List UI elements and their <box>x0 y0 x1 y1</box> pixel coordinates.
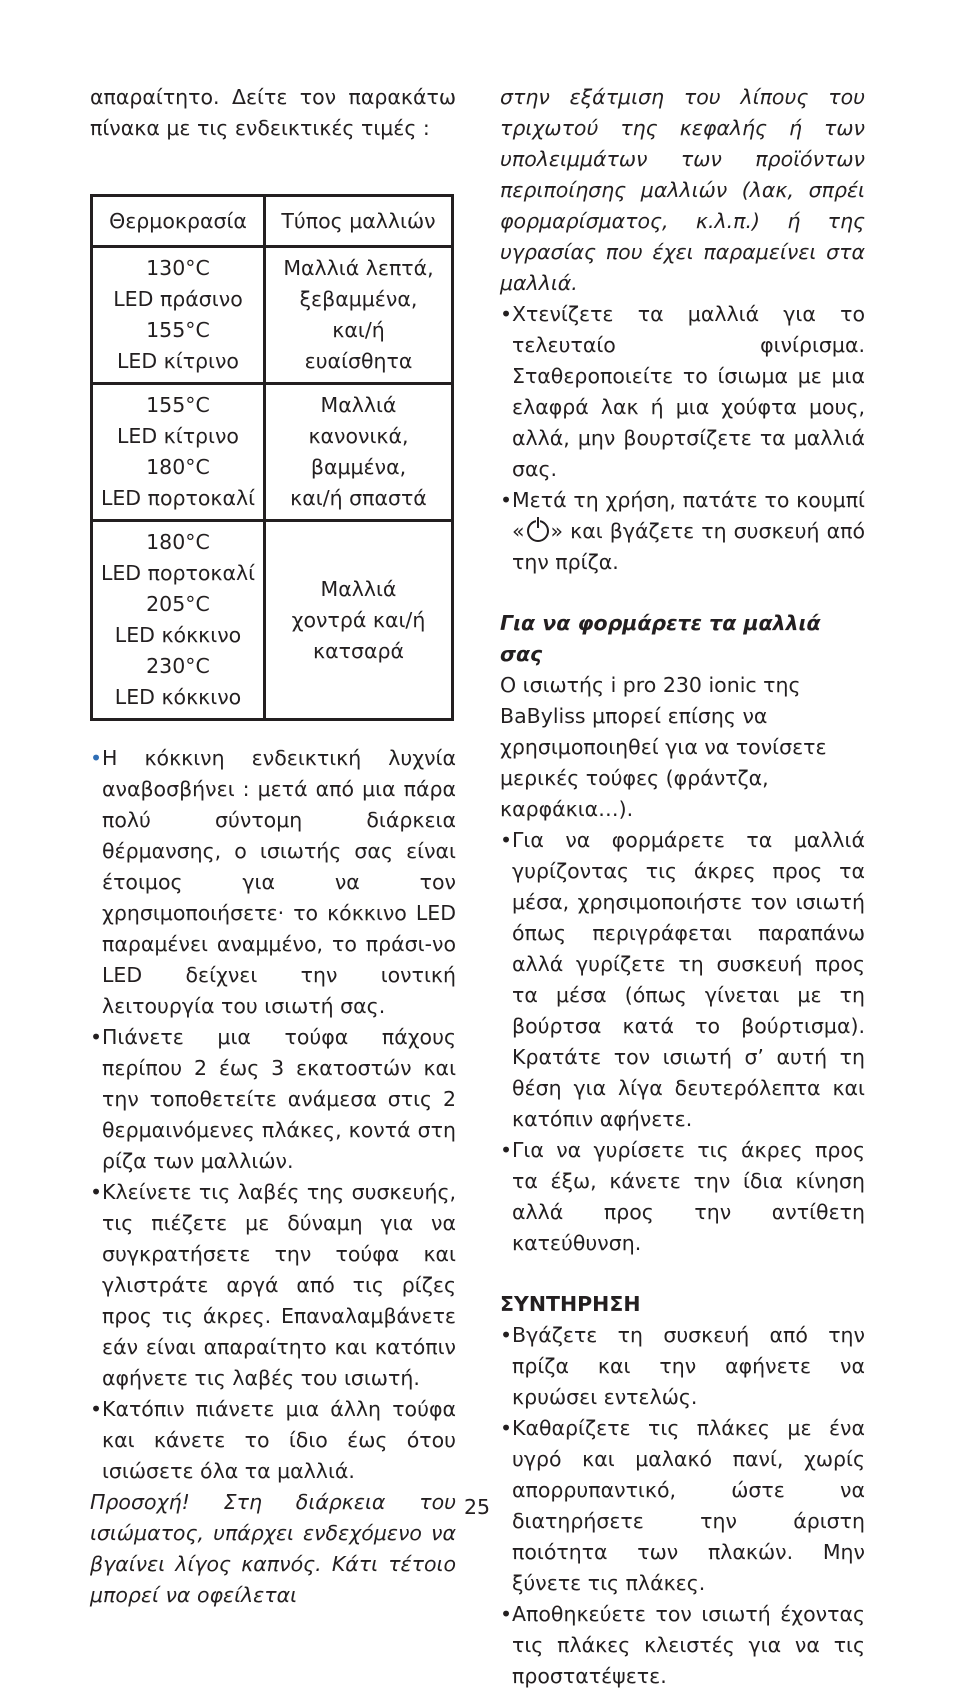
bullet-text-before: Μετά τη χρήση, πατάτε το κουμπί « <box>512 488 865 543</box>
hair-line: χοντρά και/ή <box>291 607 426 632</box>
list-item <box>500 1135 865 1259</box>
bullet-text: Χτενίζετε τα μαλλιά για το τελευταίο φινίρισμα. Σταθεροποιείτε το ίσιωμα με μια ελαφρά λακ ή μια χούφτα μους, αλλά, μην βουρτσίζετε τα μαλλιά σας. <box>512 302 865 481</box>
bullet-marker: • <box>500 828 513 852</box>
list-item <box>500 1320 865 1413</box>
temp-line: 230°C <box>146 654 210 678</box>
bullet-marker: • <box>90 1397 103 1421</box>
temp-line: LED πορτοκαλί <box>100 561 256 585</box>
bullet-marker: • <box>500 1138 513 1162</box>
hair-cell <box>265 384 453 521</box>
styling-bullet-list <box>500 825 865 1259</box>
bullet-text: Πιάνετε μια τούφα πάχους περίπου 2 έως 3 εκατοστών και την τοποθετείτε ανάμεσα στις 2 θερμαινόμενες πλάκες, κοντά στη ρίζα των μαλλιών. <box>102 1025 456 1173</box>
hair-line: κανονικά, <box>308 424 409 448</box>
page-number: 25 <box>463 1495 491 1519</box>
list-item <box>90 1022 456 1177</box>
list-item <box>500 1599 865 1692</box>
table-header-row <box>92 196 453 247</box>
bullet-marker: • <box>500 488 513 512</box>
bullet-text: Καθαρίζετε τις πλάκες με ένα υγρό και μαλακό πανί, χωρίς απορρυπαντικό, ώστε να διατηρήσετε την άριστη ποιότητα των πλακών. Μην ξύνετε τις πλάκες. <box>512 1416 865 1595</box>
temp-line: 180°C <box>146 530 210 554</box>
temp-line: 130°C <box>146 256 210 280</box>
hair-cell <box>265 521 453 720</box>
styling-paragraph: Ο ισιωτής i pro 230 ionic της BaByliss μπορεί επίσης να χρησιμοποιηθεί για να τονίσετε μερικές τούφες (φράντζα, καρφάκια…). <box>500 673 827 821</box>
header-hair-type: Τύπος μαλλιών <box>265 196 453 247</box>
bullet-marker: • <box>500 1416 513 1440</box>
temperature-table <box>90 194 454 721</box>
bullet-marker: • <box>90 746 103 770</box>
temp-line: LED κίτρινο <box>117 349 239 373</box>
list-item <box>500 485 865 578</box>
usage-bullet-list <box>90 743 456 1487</box>
header-temperature: Θερμοκρασία <box>92 196 265 247</box>
finishing-bullet-list <box>500 299 865 578</box>
bullet-text: Κατόπιν πιάνετε μια άλλη τούφα και κάνετε το ίδιο έως ότου ισιώσετε όλα τα μαλλιά. <box>102 1397 456 1483</box>
bullet-text: Η κόκκινη ενδεικτική λυχνία αναβοσβήνει : μετά από μια πάρα πολύ σύντομη διάρκεια θέρμανσης, ο ισιωτής σας είναι έτοιμος για να τον χρησιμοποιήσετε· το κόκκινο LED παραμένει αναμμένο, το πράσι-νο LED δείχνει την ιοντική λειτουργία του ισιωτή σας. <box>102 746 456 1018</box>
hair-line: και/ή <box>332 318 385 342</box>
table-row <box>92 521 453 720</box>
power-icon <box>527 520 549 542</box>
hair-line: Μαλλιά <box>320 576 397 601</box>
caution-paragraph: Προσοχή! Στη διάρκεια του ισιώματος, υπάρχει ενδεχόμενο να βγαίνει λίγος καπνός. Κάτι τέτοιο μπορεί να οφείλεται <box>90 1490 456 1607</box>
temp-line: LED κίτρινο <box>117 424 239 448</box>
hair-line: κατσαρά <box>313 638 404 663</box>
bullet-marker: • <box>500 1323 513 1347</box>
bullet-text: Αποθηκεύετε τον ισιωτή έχοντας τις πλάκες κλειστές για να τις προστατέψετε. <box>512 1602 865 1688</box>
list-item <box>90 743 456 1022</box>
temp-line: 205°C <box>146 592 210 616</box>
bullet-marker: • <box>90 1025 103 1049</box>
temp-cell <box>92 247 265 384</box>
hair-line: βαμμένα, <box>310 455 407 479</box>
styling-heading: Για να φορμάρετε τα μαλλιά σας <box>500 611 821 666</box>
bullet-marker: • <box>90 1180 103 1204</box>
left-column <box>90 82 456 1611</box>
temp-line: 155°C <box>146 393 210 417</box>
list-item <box>500 299 865 485</box>
list-item <box>90 1394 456 1487</box>
table-row <box>92 247 453 384</box>
table-row <box>92 384 453 521</box>
temp-line: LED κόκκινο <box>114 685 242 709</box>
bullet-text-after: » και βγάζετε τη συσκευή από την πρίζα. <box>512 519 865 574</box>
temp-cell <box>92 384 265 521</box>
bullet-marker: • <box>500 302 513 326</box>
temp-line: 155°C <box>146 318 210 342</box>
hair-line: ξεβαμμένα, <box>299 287 418 311</box>
right-column <box>500 82 865 1692</box>
hair-line: Μαλλιά <box>320 393 397 417</box>
hair-line: Μαλλιά λεπτά, <box>283 256 434 280</box>
bullet-text: Κλείνετε τις λαβές της συσκευής, τις πιέζετε με δύναμη για να συγκρατήσετε την τούφα και γλιστράτε αργά από τις ρίζες προς τις άκρες. Επαναλαμβάνετε εάν είναι απαραίτητο και κατόπιν αφήνετε τις λαβές του ισιωτή. <box>102 1180 456 1390</box>
temp-line: LED πράσινο <box>113 287 243 311</box>
list-item <box>500 825 865 1135</box>
hair-line: ευαίσθητα <box>304 349 413 373</box>
temp-line: 180°C <box>146 455 210 479</box>
bullet-text: Για να γυρίσετε τις άκρες προς τα έξω, κάνετε την ίδια κίνηση αλλά προς την αντίθετη κατεύθυνση. <box>512 1138 865 1255</box>
hair-line: και/ή σπαστά <box>290 486 427 510</box>
maintenance-heading: ΣΥΝΤΗΡΗΣΗ <box>500 1292 641 1316</box>
bullet-text: Βγάζετε τη συσκευή από την πρίζα και την αφήνετε να κρυώσει εντελώς. <box>512 1323 865 1409</box>
bullet-text: Για να φορμάρετε τα μαλλιά γυρίζοντας τις άκρες προς τα μέσα, χρησιμοποιήστε τον ισιωτή όπως περιγράφεται παραπάνω αλλά γυρίζετε τη συσκευή προς τα μέσα (όπως γίνεται με τη βούρτσα κατά το βούρτισμα). Κρατάτε τον ισιωτή σ’ αυτή τη θέση για λίγα δευτερόλεπτα και κατόπιν αφήνετε. <box>512 828 865 1131</box>
caution-continued: στην εξάτμιση του λίπους του τριχωτού της κεφαλής ή των υπολειμμάτων των προϊόντων περιποίησης μαλλιών (λακ, σπρέι φορμαρίσματος, κ.λ.π.) ή της υγρασίας που έχει παραμείνει στα μαλλιά. <box>500 85 865 295</box>
bullet-marker: • <box>500 1602 513 1626</box>
list-item <box>90 1177 456 1394</box>
temp-line: LED κόκκινο <box>114 623 242 647</box>
intro-paragraph: απαραίτητο. Δείτε τον παρακάτω πίνακα με τις ενδεικτικές τιμές : <box>90 85 456 140</box>
hair-cell <box>265 247 453 384</box>
temp-cell <box>92 521 265 720</box>
temp-line: LED πορτοκαλί <box>100 486 256 510</box>
